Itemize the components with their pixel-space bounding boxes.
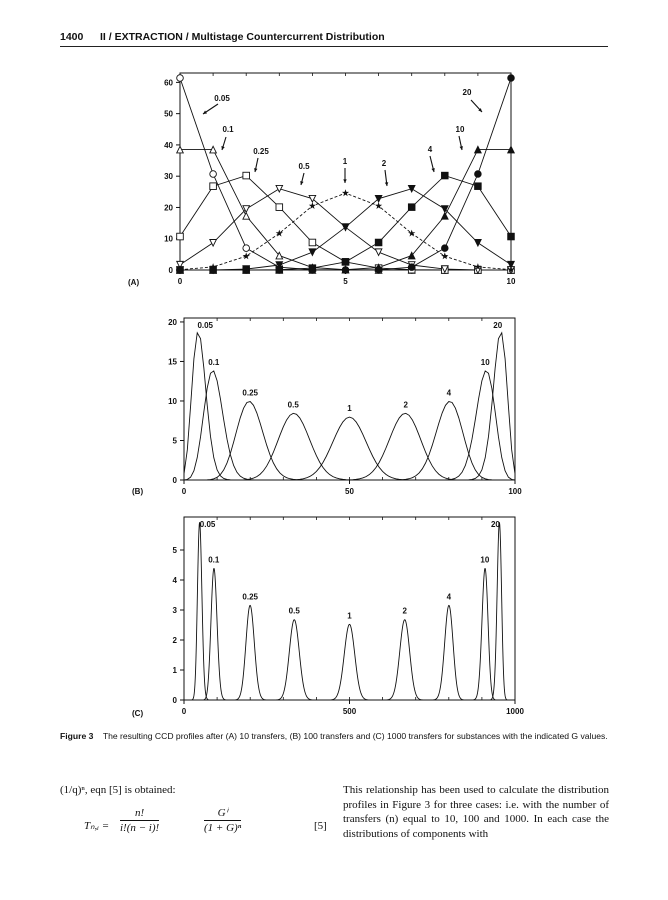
marker-square xyxy=(276,204,283,211)
eq-den-1: i!(n − i)! xyxy=(120,822,160,834)
marker-square xyxy=(309,239,316,246)
marker-circle xyxy=(210,171,217,178)
marker-square xyxy=(210,183,217,190)
y-tick-label: 3 xyxy=(172,606,177,615)
series-curve-g-2 xyxy=(184,620,515,700)
marker-square xyxy=(408,204,415,211)
eq-frac-2 xyxy=(204,806,241,835)
y-tick-label: 0 xyxy=(172,696,177,705)
annotation-g-0.5: 0.5 xyxy=(298,162,310,171)
curve-label-g-0.05: 0.05 xyxy=(199,520,216,529)
marker-square xyxy=(342,259,349,266)
eq-num-2: Gⁱ xyxy=(204,806,241,821)
eq-num-1: n! xyxy=(120,806,159,821)
marker-star xyxy=(408,230,415,237)
left-line: (1/q)ⁿ, eqn [5] is obtained: xyxy=(60,784,176,796)
curve-label-g-4: 4 xyxy=(446,388,452,398)
curve-label-g-0.1: 0.1 xyxy=(208,357,220,367)
marker-triangle-down xyxy=(375,249,382,256)
annotation-g-0.25: 0.25 xyxy=(253,147,269,156)
annotation-g-4: 4 xyxy=(427,145,433,154)
marker-star xyxy=(441,252,448,259)
marker-circle xyxy=(309,267,316,274)
y-tick-label: 4 xyxy=(172,576,177,585)
caption-text: The resulting CCD profiles after (A) 10 transfers, (B) 100 transfers and (C) 1000 transfers for substances with the indicated G values. xyxy=(102,731,608,741)
marker-star xyxy=(276,230,283,237)
marker-circle xyxy=(210,267,217,274)
marker-circle xyxy=(475,171,482,178)
series-curve-g-10 xyxy=(184,371,515,480)
x-tick-label: 500 xyxy=(342,707,357,716)
marker-square xyxy=(475,183,482,190)
series-line-0.1 xyxy=(180,150,511,270)
marker-circle xyxy=(177,267,184,274)
caption-label: Figure 3 xyxy=(60,731,94,741)
annotation-g-10: 10 xyxy=(455,125,465,134)
plot-frame xyxy=(184,318,515,480)
annotation-g-20: 20 xyxy=(462,88,472,97)
marker-square xyxy=(177,233,184,240)
curve-label-g-2: 2 xyxy=(402,606,408,616)
figure-caption xyxy=(60,731,610,742)
curve-label-g-0.5: 0.5 xyxy=(288,606,300,616)
curve-label-g-20: 20 xyxy=(490,520,500,529)
right-text: This relationship has been used to calculate the distribution profiles in Figure 3 for three cases: i.e. with the number of transfers (n) equal to 10, 100 and 1000. In each case the distributions of components with xyxy=(343,784,609,840)
curve-label-g-10: 10 xyxy=(480,357,490,367)
marker-circle xyxy=(375,266,382,273)
curve-label-g-10: 10 xyxy=(480,555,490,565)
x-tick-label: 0 xyxy=(181,487,187,496)
eq-lhs: Tₙ,ᵢ = xyxy=(84,820,110,832)
y-tick-label: 10 xyxy=(168,396,177,406)
marker-circle xyxy=(177,75,184,82)
marker-square xyxy=(243,172,250,179)
y-tick-label: 5 xyxy=(172,436,177,446)
series-curve-g-10 xyxy=(184,569,515,700)
y-tick-label: 5 xyxy=(172,546,177,555)
marker-square xyxy=(442,172,449,179)
eq-frac-1 xyxy=(120,806,159,835)
panel-label: (A) xyxy=(128,278,140,287)
curve-label-g-1: 1 xyxy=(347,611,352,621)
y-tick-label: 10 xyxy=(164,234,173,244)
marker-circle xyxy=(442,245,449,252)
y-tick-label: 40 xyxy=(164,140,173,150)
marker-star xyxy=(243,252,250,259)
series-curve-g-0.1 xyxy=(184,569,515,700)
marker-square xyxy=(375,239,382,246)
curve-label-g-2: 2 xyxy=(403,400,408,410)
x-tick-label: 0 xyxy=(181,707,187,716)
marker-circle xyxy=(508,75,515,82)
marker-triangle-down xyxy=(309,249,316,256)
annotation-g-0.1: 0.1 xyxy=(222,125,234,134)
annotation-g-1: 1 xyxy=(342,157,348,166)
x-tick-label: 50 xyxy=(345,487,354,496)
eq-number: [5] xyxy=(314,820,327,832)
curve-label-g-4: 4 xyxy=(446,592,452,602)
marker-circle xyxy=(342,267,349,274)
marker-triangle-down xyxy=(475,239,482,246)
y-tick-label: 50 xyxy=(164,109,173,119)
series-curve-g-0.1 xyxy=(184,371,515,480)
curve-label-g-1: 1 xyxy=(347,404,352,414)
marker-circle xyxy=(276,267,283,274)
right-column-text xyxy=(343,783,609,841)
curve-label-g-0.1: 0.1 xyxy=(208,555,220,565)
marker-triangle-down xyxy=(408,185,415,192)
y-tick-label: 20 xyxy=(168,317,177,327)
equation-5 xyxy=(84,806,334,846)
series-curve-g-2 xyxy=(184,413,515,480)
marker-circle xyxy=(243,245,250,252)
x-tick-label: 0 xyxy=(177,277,183,286)
marker-triangle xyxy=(442,213,449,220)
y-tick-label: 60 xyxy=(164,78,173,88)
marker-triangle xyxy=(243,213,250,220)
y-tick-label: 20 xyxy=(164,203,173,213)
series-curve-g-1 xyxy=(184,417,515,480)
x-tick-label: 5 xyxy=(343,277,348,286)
curve-label-g-0.5: 0.5 xyxy=(287,400,299,410)
curve-label-g-20: 20 xyxy=(493,321,503,330)
series-curve-g-0.5 xyxy=(184,620,515,700)
y-tick-label: 0 xyxy=(168,266,173,275)
annotation-arrowhead xyxy=(343,179,346,183)
annotation-g-2: 2 xyxy=(381,159,387,168)
panel-label: (C) xyxy=(132,709,144,718)
series-curve-g-0.5 xyxy=(184,413,515,480)
x-tick-label: 10 xyxy=(506,277,516,286)
curve-label-g-0.05: 0.05 xyxy=(197,321,214,330)
y-tick-label: 0 xyxy=(172,476,177,485)
panel-label: (B) xyxy=(132,487,144,496)
x-tick-label: 100 xyxy=(508,487,522,496)
eq-den-2: (1 + G)ⁿ xyxy=(204,822,242,834)
marker-triangle-down xyxy=(276,185,283,192)
series-line-10 xyxy=(180,150,511,270)
page-number: 1400 xyxy=(60,31,84,43)
annotation-g-0.05: 0.05 xyxy=(214,94,230,103)
curve-label-g-0.25: 0.25 xyxy=(242,388,258,398)
y-tick-label: 1 xyxy=(172,666,177,675)
marker-star xyxy=(342,189,349,196)
curve-label-g-0.25: 0.25 xyxy=(242,592,258,602)
left-column-text xyxy=(60,783,320,798)
series-curve-g-1 xyxy=(184,624,515,700)
marker-circle xyxy=(408,264,415,271)
y-tick-label: 30 xyxy=(164,172,173,182)
y-tick-label: 15 xyxy=(168,357,177,367)
x-tick-label: 1000 xyxy=(506,707,524,716)
plot-frame xyxy=(184,517,515,700)
y-tick-label: 2 xyxy=(172,636,177,645)
running-title: II / EXTRACTION / Multistage Countercurrent Distribution xyxy=(100,31,385,43)
marker-triangle-down xyxy=(210,239,217,246)
marker-circle xyxy=(243,267,250,274)
marker-square xyxy=(508,233,515,240)
